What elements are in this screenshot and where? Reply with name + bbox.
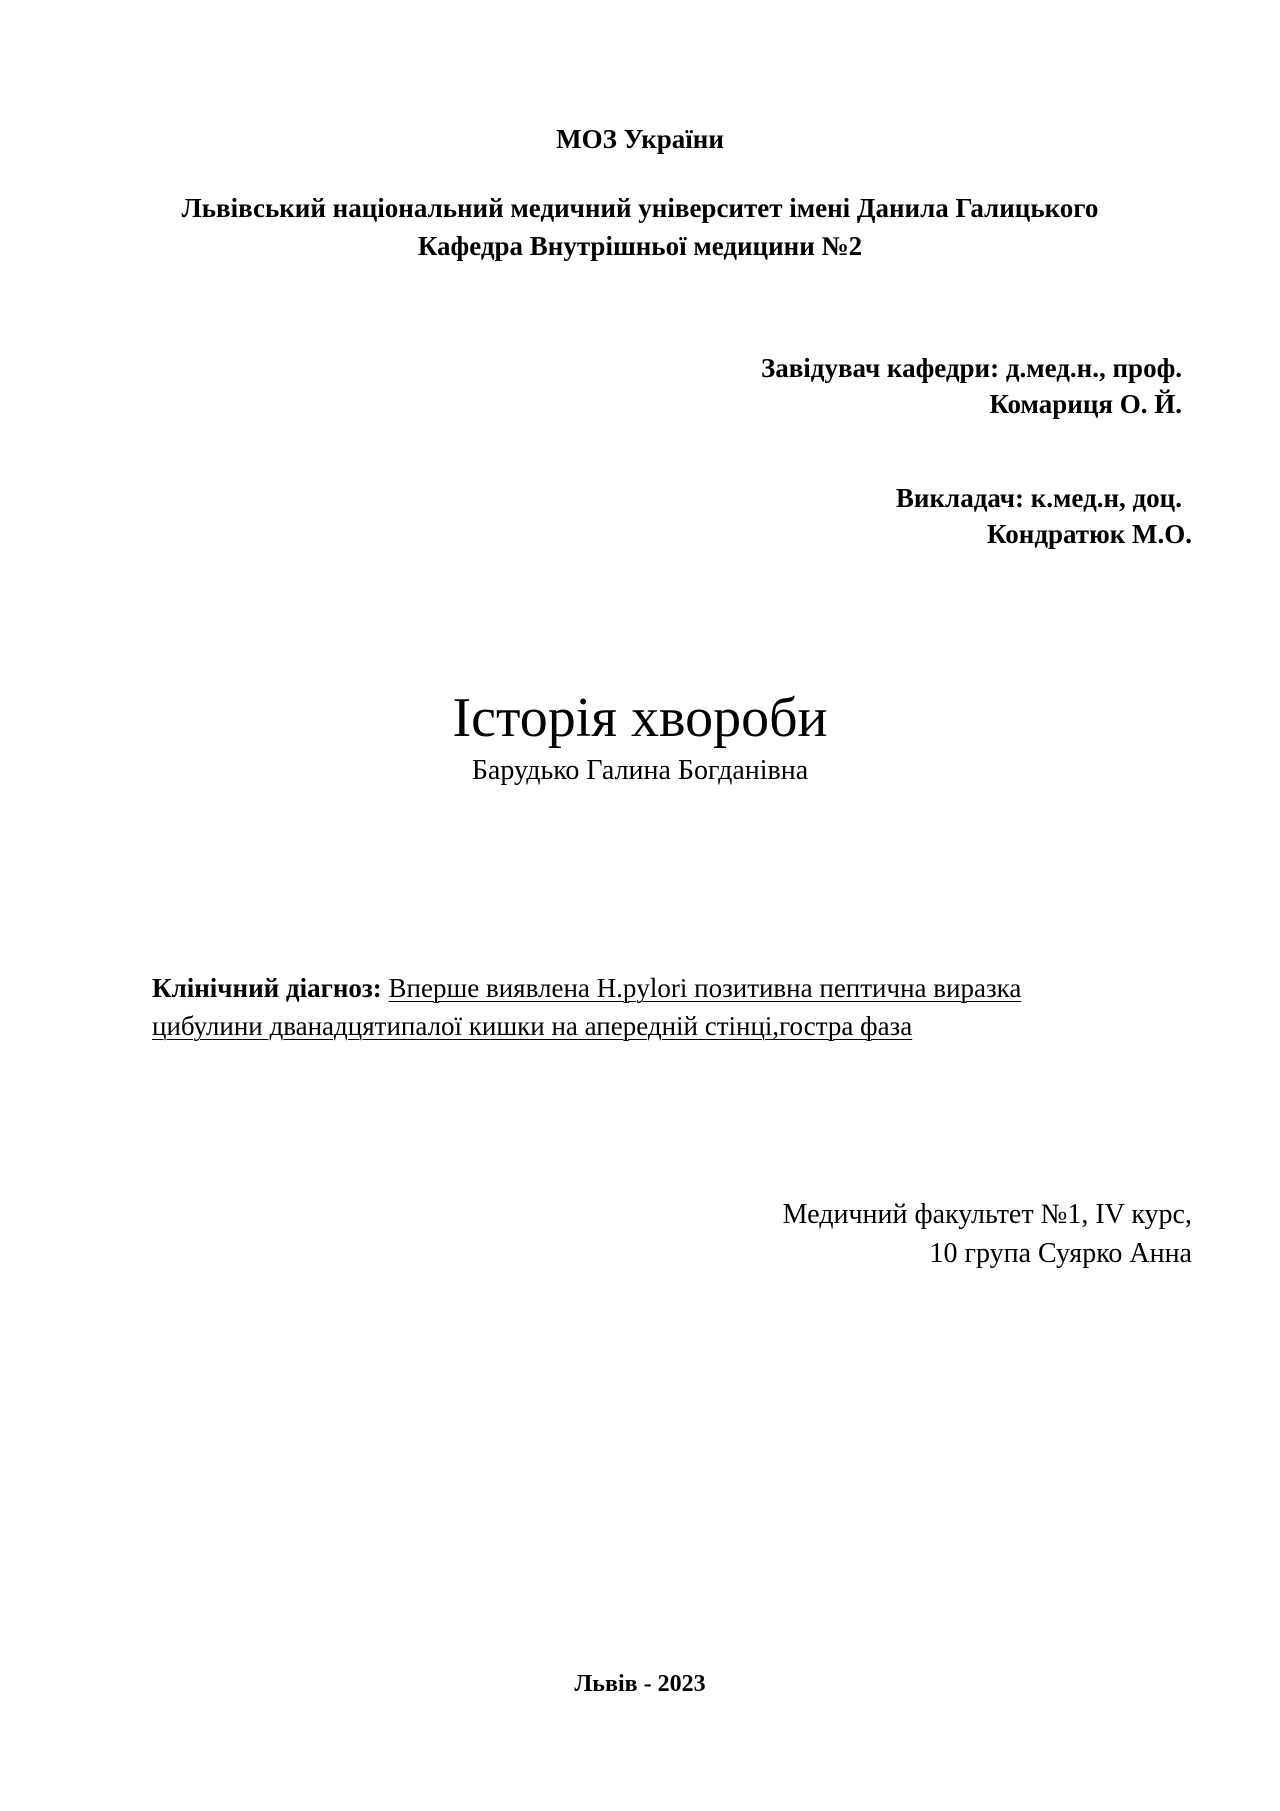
diagnosis-line-1 — [152, 975, 1021, 1002]
head-of-department-name: Комариця О. Й. — [989, 389, 1182, 419]
lecturer-name: Кондратюк М.О. — [987, 519, 1192, 549]
student-group: 10 група Суярко Анна — [929, 1238, 1192, 1269]
student-faculty: Медичний факультет №1, IV курс, — [782, 1199, 1192, 1230]
lecturer-title: Викладач: к.мед.н, доц. — [895, 483, 1182, 513]
diagnosis-label: Клінічний діагноз: — [152, 973, 382, 1003]
diagnosis-text-1: Вперше виявлена H.pylori позитивна пептична виразка — [388, 973, 1022, 1003]
footer-city-year: Львів - 2023 — [574, 1671, 706, 1697]
department-heading: Кафедра Внутрішньої медицини №2 — [417, 231, 863, 261]
ministry-heading: МОЗ України — [556, 124, 724, 154]
diagnosis-text-2: цибулини дванадцятипалої кишки на апередній стінці,гостра фаза — [152, 1011, 913, 1041]
document-title: Історія хвороби — [452, 687, 828, 749]
head-of-department-title: Завідувач кафедри: д.мед.н., проф. — [760, 353, 1182, 383]
patient-name: Барудько Галина Богданівна — [471, 755, 809, 786]
diagnosis-line-2 — [152, 1013, 912, 1040]
university-heading: Львівський національний медичний університет імені Данила Галицького — [181, 193, 1099, 223]
